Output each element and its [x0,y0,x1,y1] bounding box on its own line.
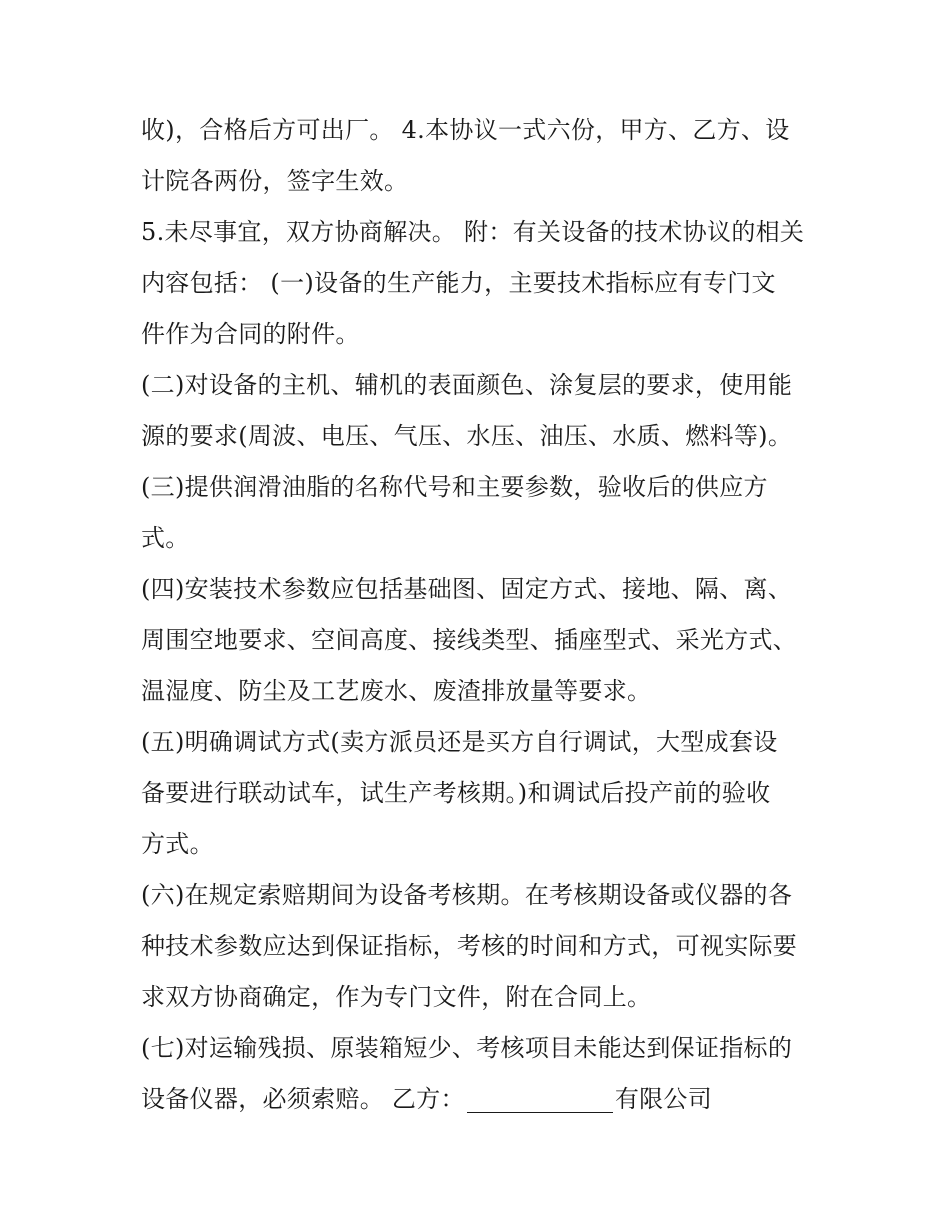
text-line: 方式。 [141,830,214,858]
text-line: 备要进行联动试车，试生产考核期。)和调试后投产前的验收 [141,779,771,807]
text-line: 件作为合同的附件。 [141,320,360,348]
signature-line [141,1077,821,1128]
text-line: 式。 [141,524,190,552]
party-b-name-blank [467,1082,613,1113]
document-body [141,108,821,1128]
text-line: 周围空地要求、空间高度、接线类型、插座型式、采光方式、 [141,626,798,654]
text-line: 求双方协商确定，作为专门文件，附在合同上。 [141,983,652,1011]
text-line: (三)提供润滑油脂的名称代号和主要参数，验收后的供应方 [141,473,768,501]
text-line: 收)，合格后方可出厂。 4.本协议一式六份，甲方、乙方、设 [141,116,790,144]
text-line: (五)明确调试方式(卖方派员还是买方自行调试，大型成套设 [141,728,778,756]
text-line: (二)对设备的主机、辅机的表面颜色、涂复层的要求，使用能 [141,371,793,399]
text-line: (四)安装技术参数应包括基础图、固定方式、接地、隔、离、 [141,575,793,603]
text-line: (六)在规定索赔期间为设备考核期。在考核期设备或仪器的各 [141,881,793,909]
signature-prefix: 设备仪器，必须索赔。 乙方： [141,1085,465,1113]
text-line: 种技术参数应达到保证指标，考核的时间和方式，可视实际要 [141,932,798,960]
text-line: 内容包括： (一)设备的生产能力，主要技术指标应有专门文 [141,269,776,297]
text-line: 源的要求(周波、电压、气压、水压、油压、水质、燃料等)。 [141,422,793,450]
text-line: (七)对运输残损、原装箱短少、考核项目未能达到保证指标的 [141,1034,793,1062]
signature-suffix: 有限公司 [614,1085,713,1113]
text-line: 计院各两份，签字生效。 [141,167,409,195]
text-line: 5.未尽事宜，双方协商解决。 附：有关设备的技术协议的相关 [141,218,805,246]
text-line: 温湿度、防尘及工艺废水、废渣排放量等要求。 [141,677,652,705]
